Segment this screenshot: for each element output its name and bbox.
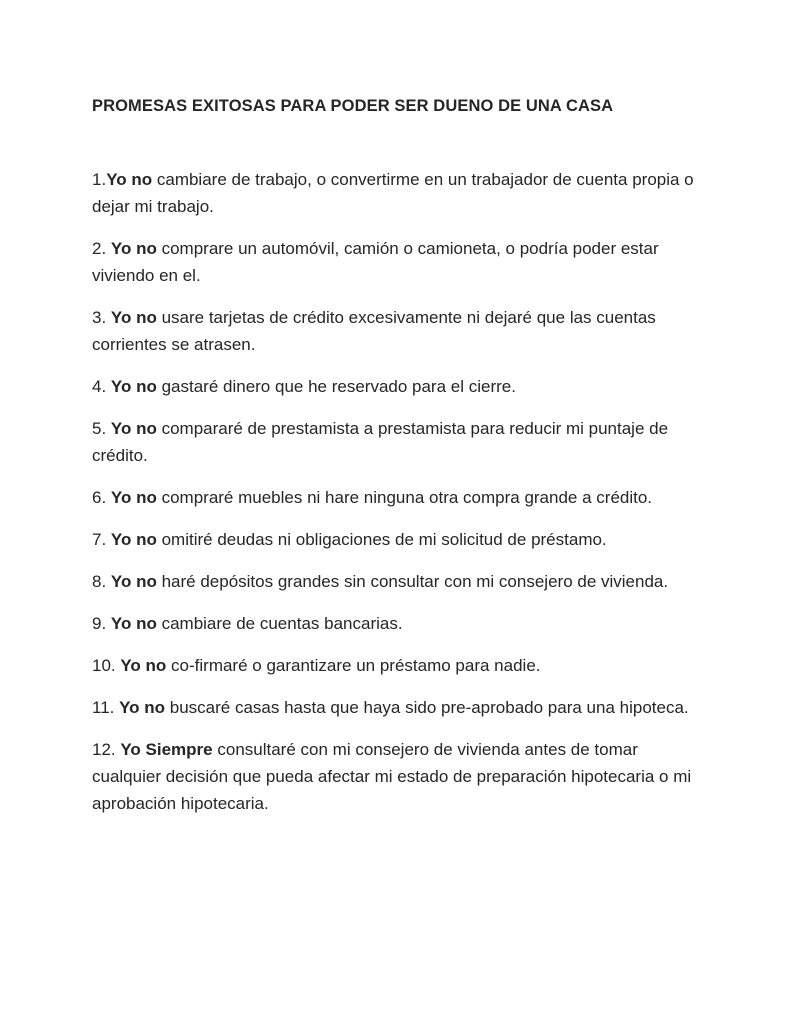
- promise-item: [92, 736, 697, 817]
- item-text: buscaré casas hasta que haya sido pre-aprobado para una hipoteca.: [165, 698, 689, 717]
- promise-item: [92, 652, 697, 679]
- item-text: omitiré deudas ni obligaciones de mi solicitud de préstamo.: [156, 530, 607, 549]
- item-lead: Yo no: [119, 698, 166, 717]
- item-lead: Yo no: [110, 308, 157, 327]
- item-lead: Yo no: [110, 530, 157, 549]
- item-text: consultaré con mi consejero de vivienda antes de tomar cualquier decisión que pueda afectar mi estado de preparación hipotecaria o mi aprobación hipotecaria.: [92, 740, 692, 813]
- promise-item: [92, 484, 697, 511]
- item-number: 1.: [92, 170, 107, 189]
- promise-item: [92, 694, 697, 721]
- item-lead: Yo no: [110, 239, 157, 258]
- promise-item: [92, 373, 697, 400]
- item-number: 7.: [92, 530, 111, 549]
- item-lead: Yo Siempre: [120, 740, 213, 759]
- item-number: 2.: [92, 239, 111, 258]
- promise-item: [92, 235, 697, 289]
- item-number: 3.: [92, 308, 111, 327]
- item-text: haré depósitos grandes sin consultar con mi consejero de vivienda.: [156, 572, 669, 591]
- promise-item: [92, 166, 697, 220]
- item-text: compraré muebles ni hare ninguna otra compra grande a crédito.: [156, 488, 653, 507]
- document-title: PROMESAS EXITOSAS PARA PODER SER DUENO DE UNA CASA: [92, 97, 614, 115]
- promise-item: [92, 610, 697, 637]
- promise-list: [92, 166, 697, 817]
- item-text: co-firmaré o garantizare un préstamo para nadie.: [166, 656, 541, 675]
- item-lead: Yo no: [110, 419, 157, 438]
- item-number: 12.: [92, 740, 121, 759]
- item-number: 10.: [92, 656, 121, 675]
- item-lead: Yo no: [110, 377, 157, 396]
- item-text: cambiare de trabajo, o convertirme en un trabajador de cuenta propia o dejar mi trabajo.: [92, 170, 694, 216]
- item-lead: Yo no: [120, 656, 167, 675]
- item-text: cambiare de cuentas bancarias.: [156, 614, 403, 633]
- promise-item: [92, 526, 697, 553]
- promise-item: [92, 415, 697, 469]
- item-text: usare tarjetas de crédito excesivamente ni dejaré que las cuentas corrientes se atrasen.: [92, 308, 656, 354]
- item-lead: Yo no: [106, 170, 153, 189]
- item-number: 11.: [92, 698, 120, 717]
- item-lead: Yo no: [110, 572, 157, 591]
- item-lead: Yo no: [110, 488, 157, 507]
- item-text: compararé de prestamista a prestamista para reducir mi puntaje de crédito.: [92, 419, 669, 465]
- item-number: 5.: [92, 419, 111, 438]
- item-number: 8.: [92, 572, 111, 591]
- item-number: 4.: [92, 377, 111, 396]
- item-number: 9.: [92, 614, 111, 633]
- item-number: 6.: [92, 488, 111, 507]
- item-text: gastaré dinero que he reservado para el cierre.: [156, 377, 516, 396]
- promise-item: [92, 568, 697, 595]
- item-text: comprare un automóvil, camión o camioneta, o podría poder estar viviendo en el.: [92, 239, 659, 285]
- promise-item: [92, 304, 697, 358]
- item-lead: Yo no: [110, 614, 157, 633]
